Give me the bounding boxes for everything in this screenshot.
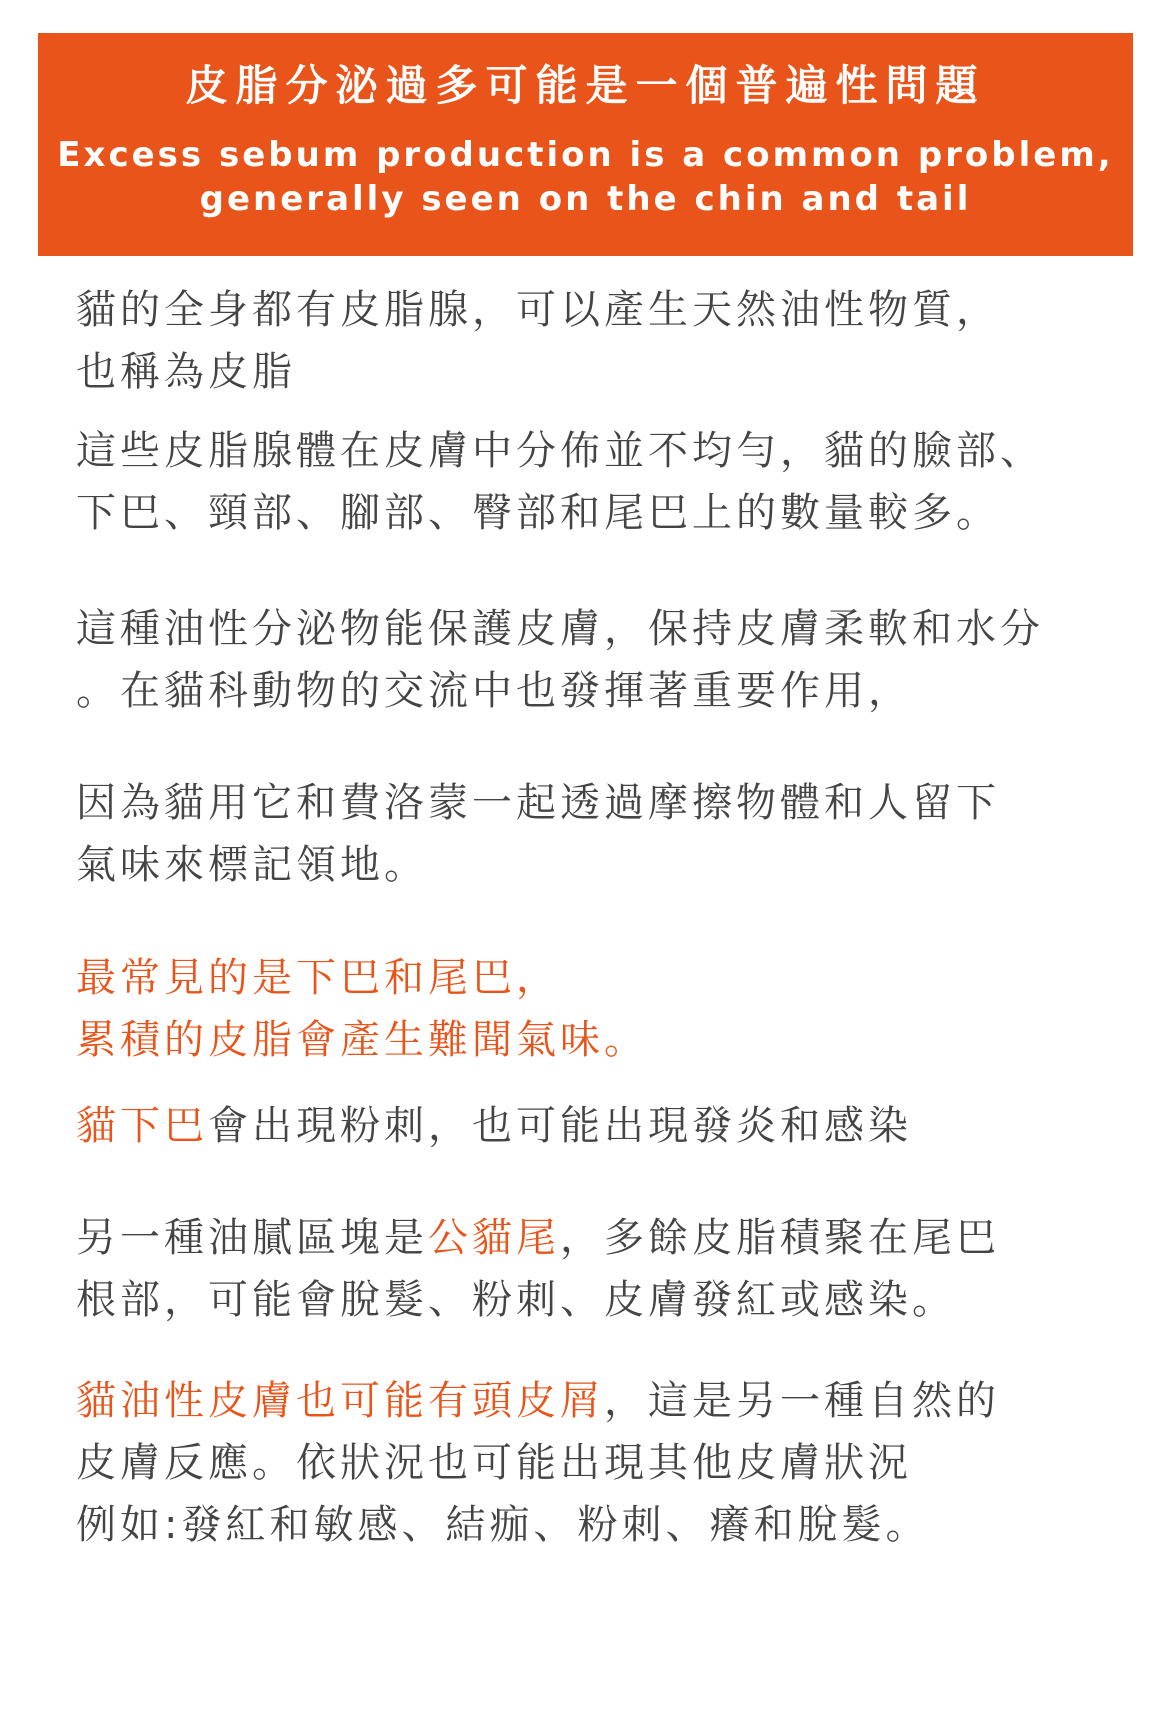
banner-title-en — [38, 133, 1133, 221]
dandruff-text: ，這是另一種自然的 皮膚反應。依狀況也可能出現其他皮膚狀況 例如:發紅和敏感、結痂、粉刺、癢和脫髮。 — [76, 1378, 1000, 1548]
banner-title-en-line1: Excess sebum production is a common problem, — [57, 135, 1114, 175]
paragraph-sebaceous-glands: 貓的全身都有皮脂腺，可以產生天然油性物質， 也稱為皮脂 — [76, 287, 1000, 395]
chin-text: 會出現粉刺，也可能出現發炎和感染 — [208, 1103, 912, 1149]
paragraph-stud-tail — [76, 1207, 1136, 1331]
stud-tail-text: ，多餘皮脂積聚在尾巴 根部，可能會脫髮、粉刺、皮膚發紅或感染。 — [76, 1215, 1000, 1323]
chin-highlight: 貓下巴 — [76, 1103, 208, 1149]
banner-title-en-line2: generally seen on the chin and tail — [199, 179, 972, 219]
stud-tail-highlight: 公貓尾 — [428, 1215, 560, 1261]
paragraph-dandruff — [76, 1370, 1136, 1556]
paragraph-protective-function: 這種油性分泌物能保護皮膚，保持皮膚柔軟和水分 。在貓科動物的交流中也發揮著重要作用， — [76, 606, 1044, 714]
paragraph-gland-distribution: 這些皮脂腺體在皮膚中分佈並不均勻，貓的臉部、 下巴、頸部、腳部、臀部和尾巴上的數量較多。 — [76, 428, 1044, 536]
paragraph-common-areas: 最常見的是下巴和尾巴， 累積的皮脂會產生難聞氣味。 — [76, 955, 648, 1063]
banner-title-zh: 皮脂分泌過多可能是一個普遍性問題 — [185, 61, 986, 110]
stud-tail-intro: 另一種油膩區塊是 — [76, 1215, 428, 1261]
paragraph-territory-marking: 因為貓用它和費洛蒙一起透過摩擦物體和人留下 氣味來標記領地。 — [76, 780, 1000, 888]
paragraph-chin-acne — [76, 1095, 1136, 1157]
header-banner — [38, 33, 1133, 256]
dandruff-highlight: 貓油性皮膚也可能有頭皮屑 — [76, 1378, 604, 1424]
